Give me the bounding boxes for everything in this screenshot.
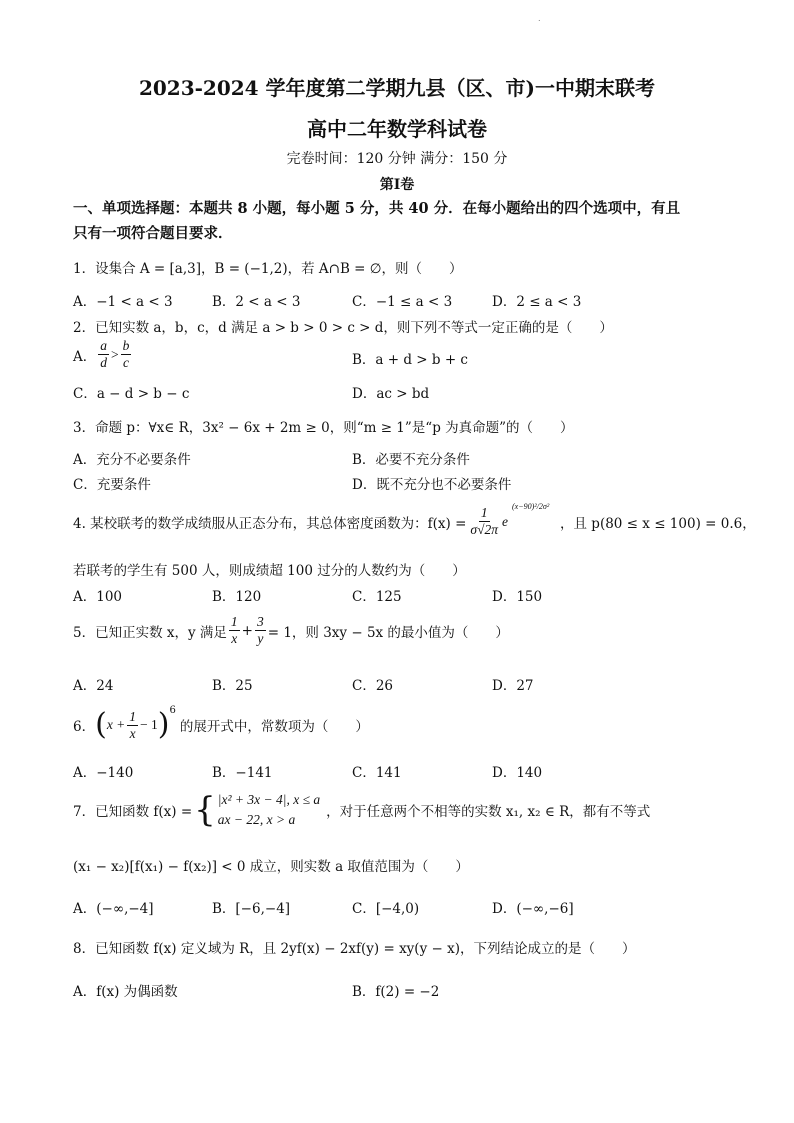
q5-stem: 5．已知正实数 x，y 满足 $\frac{1}{x}$ + $\frac{3}{y}$ = 1，则 3xy − 5x 的最小值为（ ） <box>73 614 509 646</box>
q7-option-d: D．(−∞,−6] <box>492 901 574 917</box>
q3-option-d: D．既不充分也不必要条件 <box>352 477 512 493</box>
q3-option-b: B．必要不充分条件 <box>352 452 470 468</box>
q2-option-a: A． $\frac{a}{d}$ > $\frac{b}{c}$ <box>73 338 130 370</box>
q5-option-d: D．27 <box>492 678 534 694</box>
q6-option-d: D．140 <box>492 765 543 781</box>
q4-stem-line2: 若联考的学生有 500 人，则成绩超 100 过分的人数约为（ ） <box>73 563 466 579</box>
exam-subtitle: 高中二年数学科试卷 <box>307 117 487 141</box>
q5-option-a: A．24 <box>73 678 114 694</box>
q6-option-a: A．−140 <box>73 765 134 781</box>
exam-title: 2023-2024 学年度第二学期九县（区、市)一中期末联考 <box>138 76 656 100</box>
q8-option-a: A．f(x) 为偶函数 <box>73 984 178 1000</box>
q7-option-b: B．[−6,−4] <box>212 901 291 917</box>
section-heading-line1: 一、单项选择题：本题共 8 小题，每小题 5 分，共 40 分．在每小题给出的四个选项中，有且 <box>73 200 681 217</box>
q1-option-b: B．2 < a < 3 <box>212 294 301 310</box>
q4-option-c: C．125 <box>352 589 402 605</box>
corner-mark: . <box>538 14 541 23</box>
q7-stem-line1: 7．已知函数 f(x) = { |x² + 3x − 4|, x ≤ a ax − 22, x > a ，对于任意两个不相等的实数 x₁, x₂ ∈ R，都有不等式 <box>73 790 651 830</box>
q7-option-c: C．[−4,0) <box>352 901 420 917</box>
q5-option-c: C．26 <box>352 678 394 694</box>
q8-option-b: B．f(2) = −2 <box>352 984 440 1000</box>
part-heading: 第Ⅰ卷 <box>379 177 415 193</box>
q8-stem: 8．已知函数 f(x) 定义域为 R，且 2yf(x) − 2xf(y) = xy(y − x)，下列结论成立的是（ ） <box>73 941 636 957</box>
q2-option-b: B．a + d > b + c <box>352 352 468 368</box>
q4-stem-line1: 4. 某校联考的数学成绩服从正态分布，其总体密度函数为：f(x) = $\frac{1}{\sigma√2\pi}$ e (x−90)²/2σ² ，且 p(80 ≤ x ≤ 100) = 0.6， <box>73 501 756 537</box>
q4-option-a: A．100 <box>73 589 123 605</box>
q4-option-b: B．120 <box>212 589 262 605</box>
section-heading-line2: 只有一项符合题目要求． <box>73 225 233 242</box>
q7-option-a: A．(−∞,−4] <box>73 901 154 917</box>
q6-option-c: C．141 <box>352 765 402 781</box>
q1-stem: 1．设集合 A = [a,3]，B = (−1,2)，若 A∩B = ∅，则（ ） <box>73 261 463 277</box>
q3-stem: 3．命题 p：∀x∈ R，3x² − 6x + 2m ≥ 0，则“m ≥ 1”是“p 为真命题”的（ ） <box>73 420 574 436</box>
q2-option-c: C．a − d > b − c <box>73 386 190 402</box>
q1-option-d: D．2 ≤ a < 3 <box>492 294 582 310</box>
q1-option-a: A．−1 < a < 3 <box>73 294 173 310</box>
q5-option-b: B．25 <box>212 678 253 694</box>
q2-option-d: D．ac > bd <box>352 386 430 402</box>
q3-option-c: C．充要条件 <box>73 477 151 493</box>
q2-stem: 2．已知实数 a，b，c，d 满足 a > b > 0 > c > d，则下列不等式一定正确的是（ ） <box>73 320 613 336</box>
exam-info: 完卷时间：120 分钟 满分：150 分 <box>286 151 508 167</box>
q3-option-a: A．充分不必要条件 <box>73 452 191 468</box>
q4-option-d: D．150 <box>492 589 543 605</box>
q7-stem-line2: (x₁ − x₂)[f(x₁) − f(x₂)] < 0 成立，则实数 a 取值范围为（ ） <box>73 859 469 875</box>
q6-option-b: B．−141 <box>212 765 273 781</box>
q1-option-c: C．−1 ≤ a < 3 <box>352 294 453 310</box>
q6-stem: 6． ( x + $\frac{1}{x}$ − 1 ) $^6$ 的展开式中，常数项为（ ） <box>73 705 369 742</box>
